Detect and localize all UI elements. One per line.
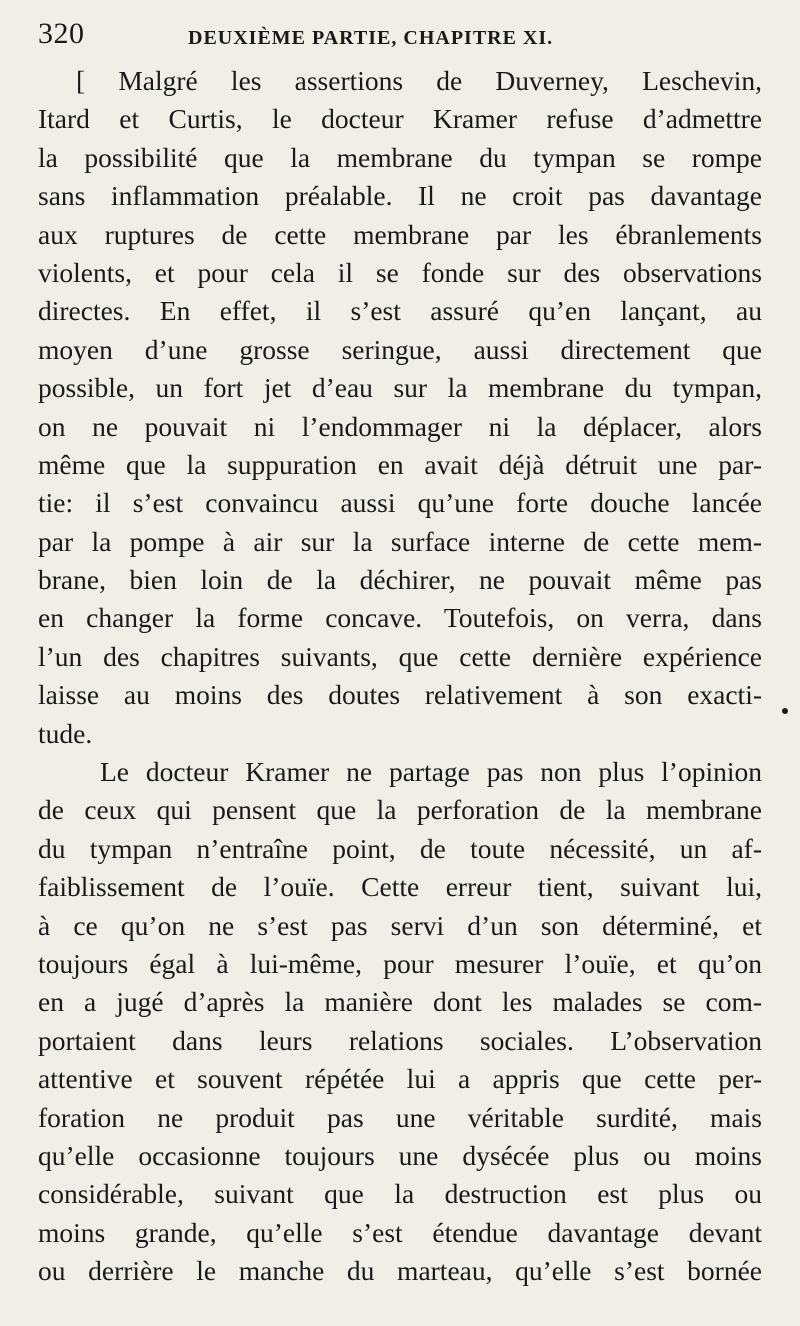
text-line: à ce qu’on ne s’est pas servi d’un son déterminé, et xyxy=(38,909,762,941)
paragraph-1 xyxy=(38,62,762,753)
text-line: on ne pouvait ni l’endommager ni la déplacer, alors xyxy=(38,410,762,442)
text-line: tie: il s’est convaincu aussi qu’une forte douche lancée xyxy=(38,487,762,519)
page-number: 320 xyxy=(38,17,85,50)
text-line: violents, et pour cela il se fonde sur des observations xyxy=(38,256,762,288)
text-line: directes. En effet, il s’est assuré qu’en lançant, au xyxy=(38,295,762,327)
text-line: possible, un fort jet d’eau sur la membrane du tympan, xyxy=(38,372,762,404)
text-line: moins grande, qu’elle s’est étendue davantage devant xyxy=(38,1216,762,1248)
text-line: la possibilité que la membrane du tympan se rompe xyxy=(38,141,762,173)
text-line: du tympan n’entraîne point, de toute nécessité, un af- xyxy=(38,832,762,864)
body-text xyxy=(38,62,762,1291)
text-line: portaient dans leurs relations sociales. L’observation xyxy=(38,1024,762,1056)
text-line: Itard et Curtis, le docteur Kramer refuse d’admettre xyxy=(38,103,762,135)
text-line: moyen d’une grosse seringue, aussi directement que xyxy=(38,333,762,365)
text-line: l’un des chapitres suivants, que cette dernière expérience xyxy=(38,640,762,672)
text-line: laisse au moins des doutes relativement à son exacti- xyxy=(38,679,762,711)
text-line: tude. xyxy=(38,717,93,749)
text-line: même que la suppuration en avait déjà détruit une par- xyxy=(38,448,762,480)
text-line: toujours égal à lui-même, pour mesurer l’ouïe, et qu’on xyxy=(38,947,762,979)
text-line: foration ne produit pas une véritable surdité, mais xyxy=(38,1101,762,1133)
text-line: en a jugé d’après la manière dont les malades se com- xyxy=(38,986,762,1018)
paragraph-2 xyxy=(38,753,762,1290)
text-line: aux ruptures de cette membrane par les ébranlements xyxy=(38,218,762,250)
text-line: de ceux qui pensent que la perforation de la membrane xyxy=(38,794,762,826)
text-line: par la pompe à air sur la surface interne de cette mem- xyxy=(38,525,762,557)
text-line: attentive et souvent répétée lui a appris que cette per- xyxy=(38,1063,762,1095)
text-line: ou derrière le manche du marteau, qu’elle s’est bornée xyxy=(38,1255,762,1287)
text-line: brane, bien loin de la déchirer, ne pouvait même pas xyxy=(38,564,762,596)
text-line: Le docteur Kramer ne partage pas non plus l’opinion xyxy=(100,756,762,788)
margin-dot xyxy=(782,708,788,714)
running-head: DEUXIÈME PARTIE, CHAPITRE XI. xyxy=(188,27,554,49)
page-header xyxy=(38,14,762,54)
text-line: en changer la forme concave. Toutefois, on verra, dans xyxy=(38,602,762,634)
text-line: sans inflammation préalable. Il ne croit pas davantage xyxy=(38,180,762,212)
text-line: faiblissement de l’ouïe. Cette erreur tient, suivant lui, xyxy=(38,871,762,903)
text-line: considérable, suivant que la destruction est plus ou xyxy=(38,1178,762,1210)
text-line: qu’elle occasionne toujours une dysécée plus ou moins xyxy=(38,1139,762,1171)
text-line: [ Malgré les assertions de Duverney, Leschevin, xyxy=(76,65,762,96)
